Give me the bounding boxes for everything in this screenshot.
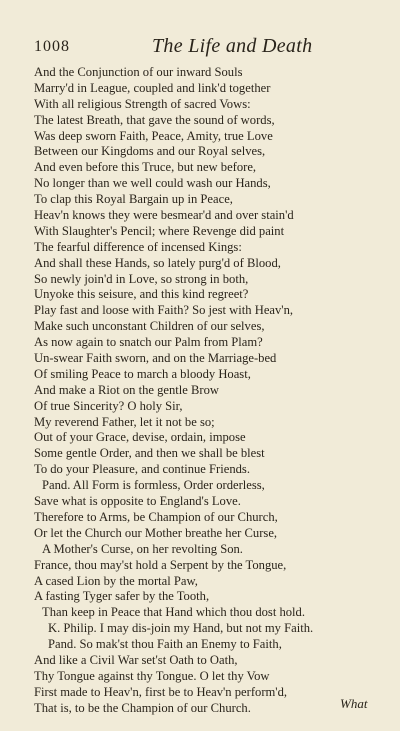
- text-line: To do your Pleasure, and continue Friends.: [34, 462, 250, 477]
- text-line: With all religious Strength of sacred Vows:: [34, 96, 251, 111]
- text-line: Make such unconstant Children of our selves,: [34, 319, 265, 334]
- text-line: Between our Kingdoms and our Royal selves,: [34, 144, 266, 159]
- catchword: What: [340, 696, 368, 711]
- text-line: As now again to snatch our Palm from Plam?: [34, 335, 263, 350]
- text-line: The latest Breath, that gave the sound of words,: [34, 112, 275, 127]
- text-line: Some gentle Order, and then we shall be blest: [34, 446, 265, 461]
- text-line: And even before this Truce, but new before,: [34, 160, 257, 175]
- text-line: Than keep in Peace that Hand which thou dost hold.: [42, 605, 306, 620]
- text-line: Heav'n knows they were besmear'd and over stain'd: [34, 208, 294, 223]
- text-body: [34, 65, 396, 717]
- text-line: And shall these Hands, so lately purg'd of Blood,: [34, 255, 281, 270]
- text-line: My reverend Father, let it not be so;: [34, 414, 215, 429]
- text-line: Out of your Grace, devise, ordain, impose: [34, 430, 246, 445]
- text-line: A Mother's Curse, on her revolting Son.: [42, 541, 243, 556]
- text-line: Save what is opposite to England's Love.: [34, 494, 241, 509]
- text-line: Thy Tongue against thy Tongue. O let thy Vow: [34, 668, 270, 683]
- text-line: Unyoke this seisure, and this kind regreet?: [34, 287, 249, 302]
- text-line: Or let the Church our Mother breathe her Curse,: [34, 525, 278, 540]
- text-line: First made to Heav'n, first be to Heav'n perform'd,: [34, 684, 288, 699]
- text-line: And like a Civil War set'st Oath to Oath,: [34, 652, 238, 667]
- text-line: And make a Riot on the gentle Brow: [34, 382, 220, 397]
- text-line: That is, to be the Champion of our Church.: [34, 700, 251, 715]
- text-line: A fasting Tyger safer by the Tooth,: [34, 589, 210, 604]
- text-line: Marry'd in League, coupled and link'd together: [34, 80, 271, 95]
- text-line: A cased Lion by the mortal Paw,: [34, 573, 198, 588]
- running-head: The Life and Death: [152, 35, 313, 57]
- page-number: 1008: [34, 38, 70, 55]
- text-line: And the Conjunction of our inward Souls: [34, 65, 243, 79]
- text-line: Of smiling Peace to march a bloody Hoast,: [34, 366, 251, 381]
- text-line: France, thou may'st hold a Serpent by the Tongue,: [34, 557, 287, 572]
- text-line: The fearful difference of incensed Kings:: [34, 239, 242, 254]
- text-line: Un-swear Faith sworn, and on the Marriage-bed: [34, 351, 277, 366]
- text-line: Of true Sincerity? O holy Sir,: [34, 398, 183, 413]
- text-line: Pand. All Form is formless, Order orderless,: [42, 478, 265, 493]
- text-line: Was deep sworn Faith, Peace, Amity, true Love: [34, 128, 273, 143]
- text-line: To clap this Royal Bargain up in Peace,: [34, 192, 233, 207]
- page-header: [34, 35, 394, 62]
- text-line: Play fast and loose with Faith? So jest with Heav'n,: [34, 303, 294, 318]
- text-line: No longer than we well could wash our Hands,: [34, 176, 271, 191]
- text-line: So newly join'd in Love, so strong in both,: [34, 271, 249, 286]
- text-line: Pand. So mak'st thou Faith an Enemy to Faith,: [48, 637, 282, 652]
- text-line: K. Philip. I may dis-join my Hand, but not my Faith.: [48, 621, 314, 636]
- text-line: With Slaughter's Pencil; where Revenge did paint: [34, 223, 285, 238]
- text-line: Therefore to Arms, be Champion of our Church,: [34, 509, 278, 524]
